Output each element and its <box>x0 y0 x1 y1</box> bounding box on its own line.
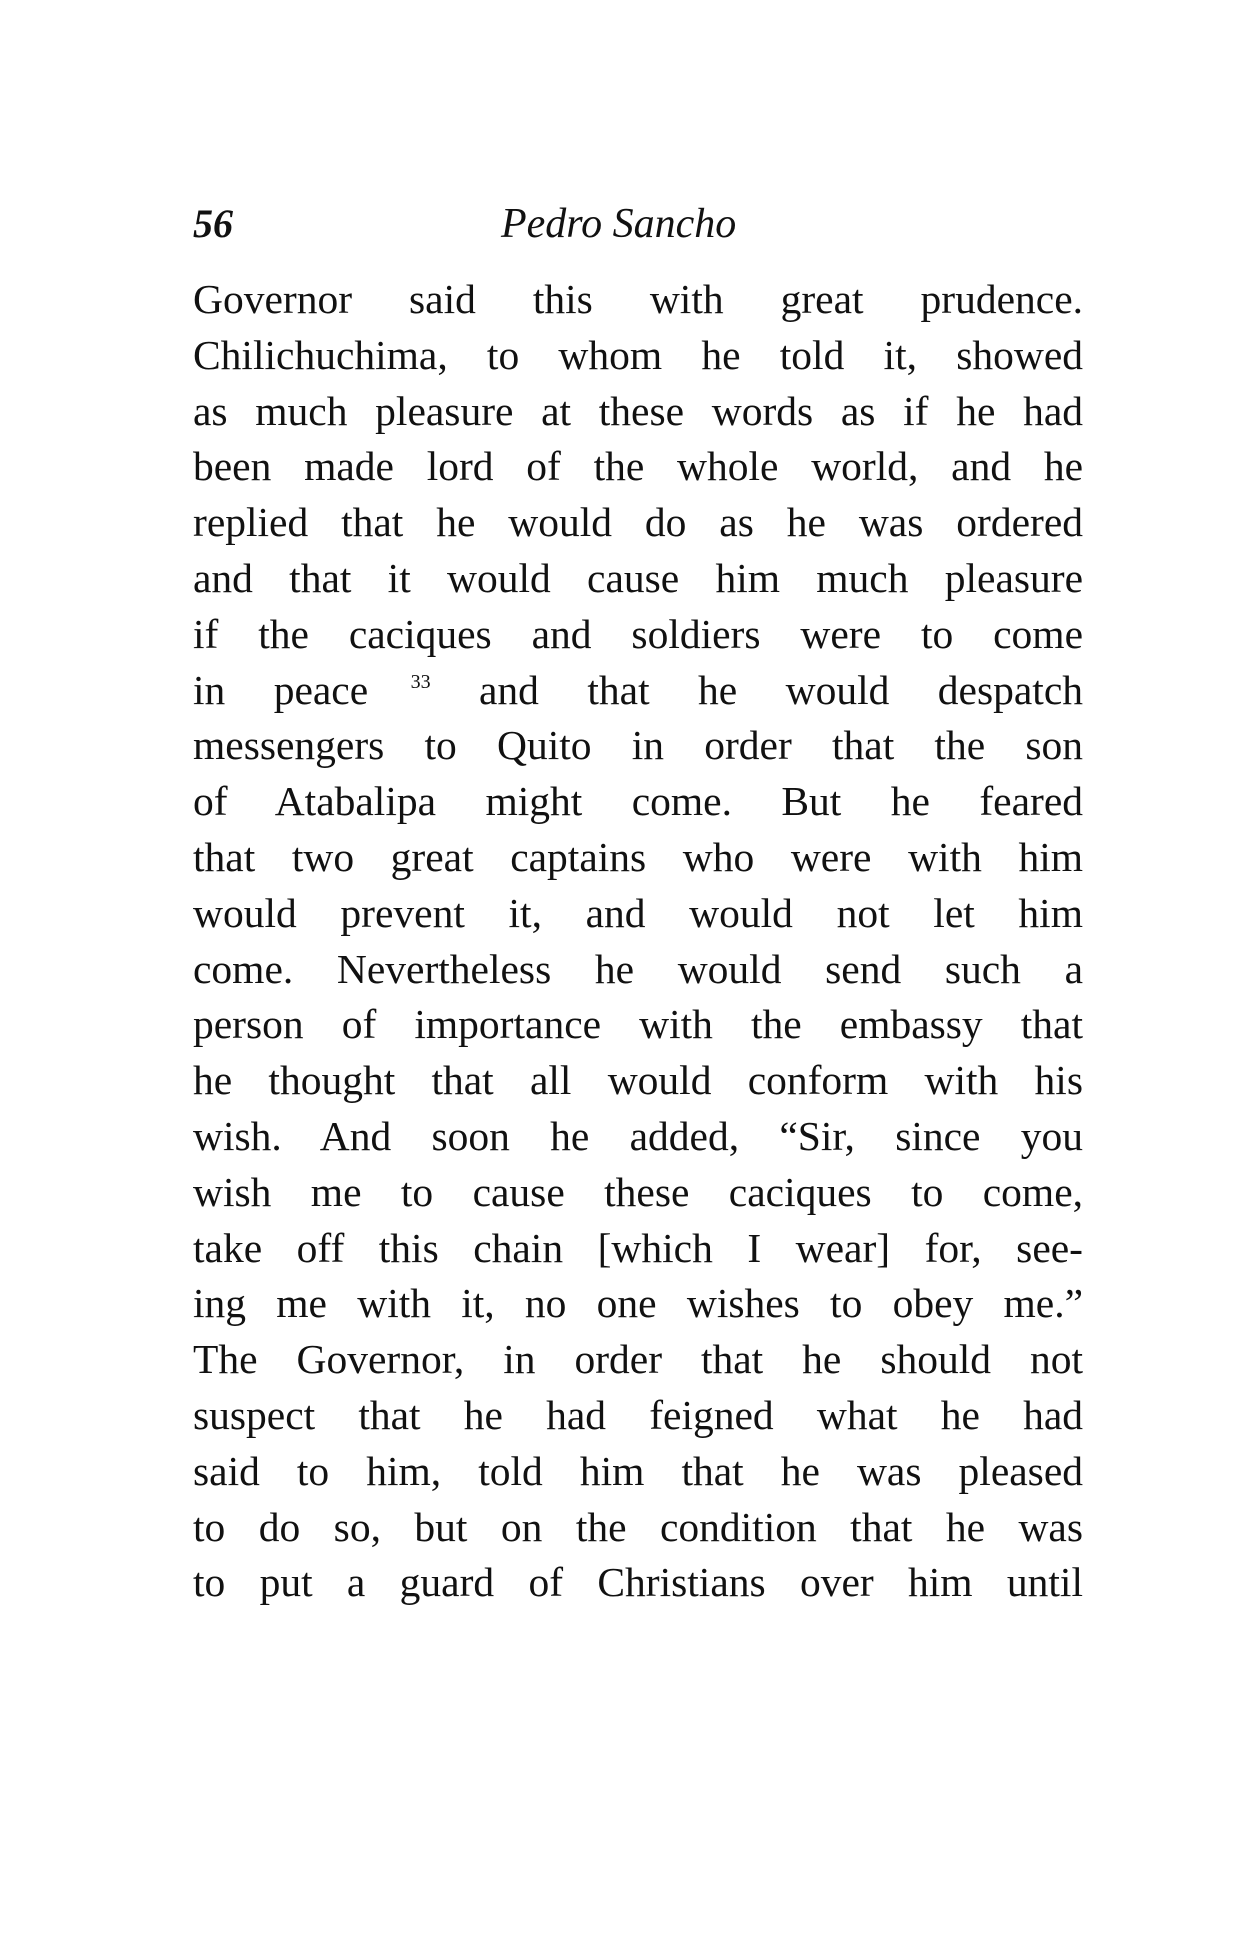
text-line: been made lord of the whole world, and he <box>193 443 1083 490</box>
text-line-with-note <box>193 663 1083 719</box>
text-line: ing me with it, no one wishes to obey me.” <box>193 1280 1083 1327</box>
text-line: of Atabalipa might come. But he feared <box>193 778 1083 825</box>
page-number: 56 <box>193 201 233 246</box>
text-line: that two great captains who were with him <box>193 833 1083 880</box>
text-line: he thought that all would conform with his <box>193 1057 1083 1104</box>
text-line: take off this chain [which I wear] for, see- <box>193 1224 1083 1271</box>
running-head <box>193 200 1083 248</box>
text-line: as much pleasure at these words as if he had <box>193 387 1083 434</box>
text-line: replied that he would do as he was ordered <box>193 499 1083 546</box>
text-line: Chilichuchima, to whom he told it, showed <box>193 331 1083 378</box>
text-line: messengers to Quito in order that the son <box>193 722 1083 769</box>
footnote-marker: 33 <box>410 670 431 693</box>
body-text <box>193 272 1083 1611</box>
text-line: suspect that he had feigned what he had <box>193 1391 1083 1438</box>
text-line: to put a guard of Christians over him until <box>193 1559 1083 1606</box>
text-line-start: in peace <box>193 666 369 713</box>
text-line: Governor said this with great prudence. <box>193 276 1083 322</box>
text-line: and that it would cause him much pleasure <box>193 554 1083 601</box>
text-line: come. Nevertheless he would send such a <box>193 945 1083 992</box>
text-line: if the caciques and soldiers were to come <box>193 610 1083 657</box>
text-line: wish. And soon he added, “Sir, since you <box>193 1112 1083 1159</box>
text-line: wish me to cause these caciques to come, <box>193 1168 1083 1215</box>
text-line-end: and that he would despatch <box>479 666 1083 713</box>
text-line: person of importance with the embassy that <box>193 1001 1083 1048</box>
text-line: The Governor, in order that he should not <box>193 1336 1083 1383</box>
text-line: said to him, told him that he was pleased <box>193 1447 1083 1494</box>
text-line: would prevent it, and would not let him <box>193 889 1083 936</box>
running-title: Pedro Sancho <box>501 201 737 247</box>
text-line: to do so, but on the condition that he was <box>193 1503 1083 1550</box>
